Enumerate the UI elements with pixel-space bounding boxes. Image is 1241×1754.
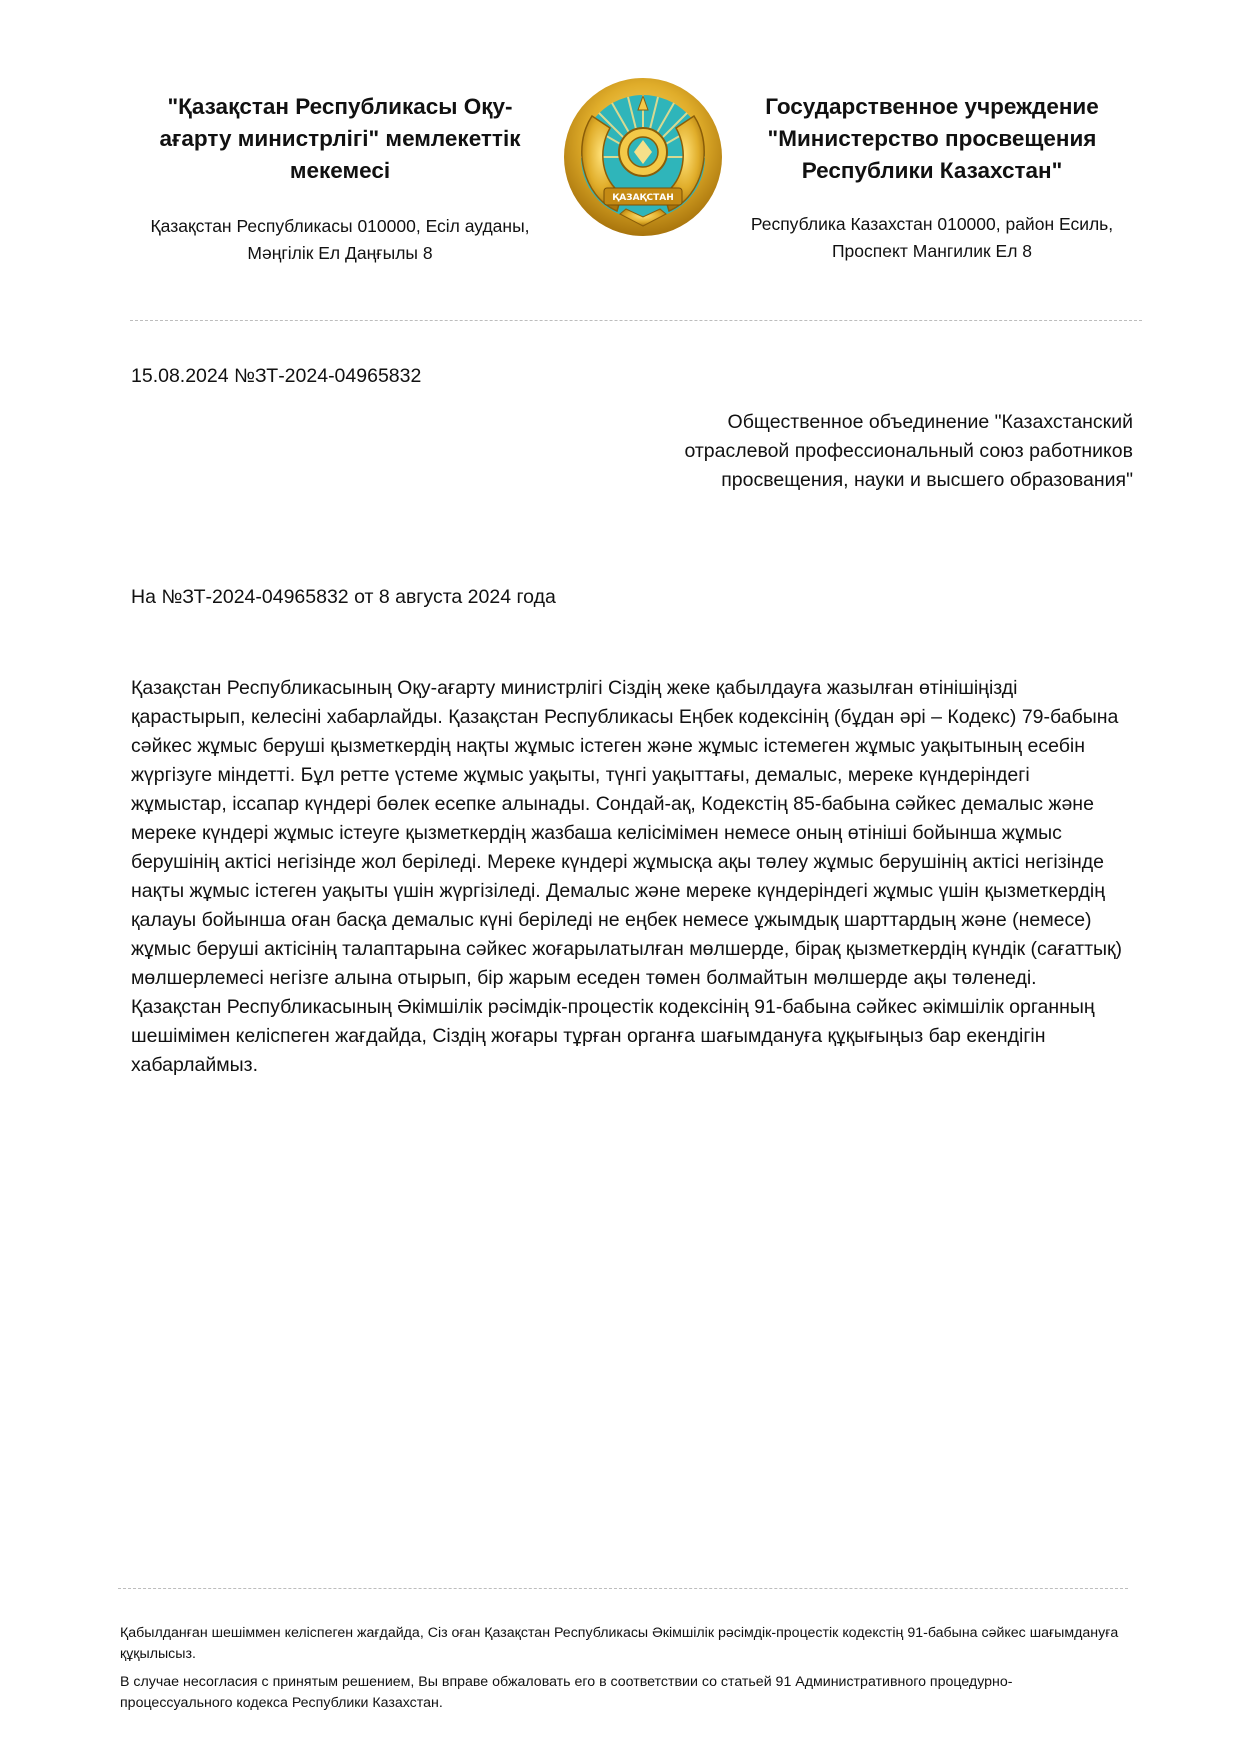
org-name-ru: Государственное учреждение "Министерство просвещения Республики Казахстан"	[765, 94, 1099, 183]
footer-note-ru: В случае несогласия с принятым решением, Вы вправе обжаловать его в соответствии со статьей 91 Административного процедурно-процессуального кодекса Республики Казахстан.	[120, 1674, 1013, 1711]
footer-note-kz: Қабылданған шешіммен келіспеген жағдайда, Сіз оған Қазақстан Республикасы Әкімшілік рәсімдік-процестік кодекстің 91-бабына сәйкес шағымдануға құқылысыз.	[120, 1625, 1119, 1662]
header-kz	[150, 91, 530, 267]
header-ru	[742, 91, 1122, 265]
footer	[120, 1623, 1120, 1721]
letter-body: Қазақстан Республикасының Оқу-ағарту министрлігі Сіздің жеке қабылдауға жазылған өтінішіңізді қарастырып, келесіні хабарлайды. Қазақстан Республикасы Еңбек кодексінің (бұдан әрі – Кодекс) 79-бабына сәйкес жұмыс беруші қызметкердің нақты жұмыс істеген және жұмыс істемеген жұмыс уақытының есебін жүргізуге міндетті. Бұл ретте үстеме жұмыс уақыты, түнгі уақыттағы, демалыс, мереке күндеріндегі жұмыстар, іссапар күндері бөлек есепке алынады. Сондай-ақ, Кодекстің 85-бабына сәйкес демалыс және мереке күндері жұмыс істеуге қызметкердің жазбаша келісімімен немесе оның өтініші бойынша жұмыс берушінің актісі негізінде жол беріледі. Мереке күндері жұмысқа ақы төлеу жұмыс берушінің актісі негізінде нақты жұмыс істеген уақыты үшін жүргізіледі. Демалыс және мереке күндеріндегі жұмыс үшін қызметкердің қалауы бойынша оған басқа демалыс күні беріледі не еңбек немесе ұжымдық шарттардың және (немесе) жұмыс беруші актісінің талаптарына сәйкес жоғарылатылған мөлшерде, бірақ қызметкердің күндік (сағаттық) мөлшерлемесі негізге алына отырып, бір жарым еседен төмен болмайтын мөлшерде ақы төленеді. Қазақстан Республикасының Әкімшілік рәсімдік-процестік кодексінің 91-бабына сәйкес әкімшілік органның шешімімен келіспеген жағдайда, Сіздің жоғары тұрған органға шағымдануға құқығыңыз бар екендігін хабарлаймыз.	[131, 677, 1123, 1076]
emblem-text: ҚАЗАҚСТАН	[612, 193, 674, 203]
recipient-block: Общественное объединение "Казахстанский отраслевой профессиональный союз работников просвещения, науки и высшего образования"	[684, 411, 1133, 491]
letter-date-number: 15.08.2024 №ЗТ-2024-04965832	[131, 365, 422, 387]
footer-separator	[118, 1588, 1128, 1589]
org-address-ru: Республика Казахстан 010000, район Есиль, Проспект Мангилик Ел 8	[750, 214, 1114, 261]
org-name-kz: "Қазақстан Республикасы Оқу-ағарту министрлігі" мемлекеттік мекемесі	[159, 94, 521, 183]
header-separator	[130, 320, 1142, 321]
state-emblem-icon	[562, 76, 724, 238]
reference-line: На №ЗТ-2024-04965832 от 8 августа 2024 года	[131, 586, 556, 608]
org-address-kz: Қазақстан Республикасы 010000, Есіл ауданы, Мәңгілік Ел Даңғылы 8	[150, 216, 530, 263]
